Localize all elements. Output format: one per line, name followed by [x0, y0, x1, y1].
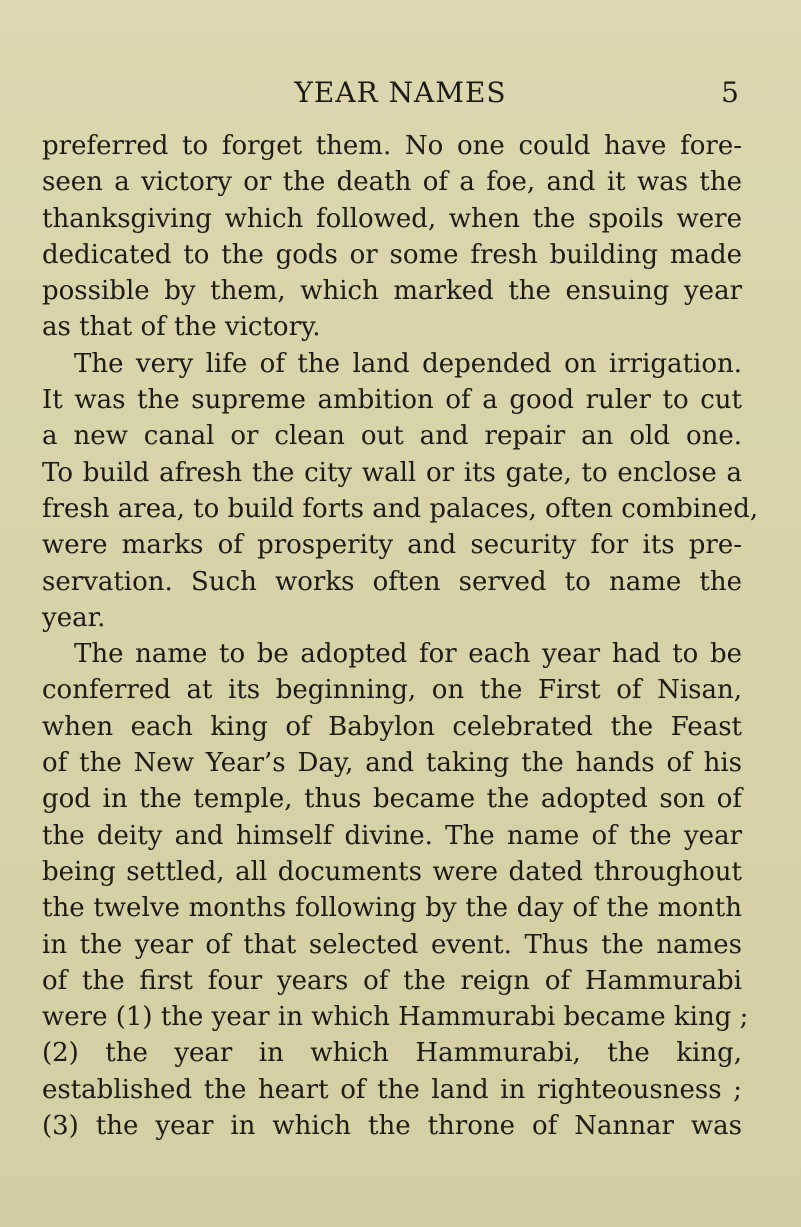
text-line: possible by them, which marked the ensuing year: [42, 276, 742, 307]
text-line: (3) the year in which the throne of Nannar was: [42, 1111, 742, 1142]
text-line: (2) the year in which Hammurabi, the king,: [42, 1038, 742, 1069]
text-line: being settled, all documents were dated throughout: [42, 856, 742, 887]
text-line: of the first four years of the reign of Hammurabi: [42, 965, 742, 996]
text-line: the twelve months following by the day of the month: [42, 893, 742, 924]
text-line: the deity and himself divine. The name of the year: [42, 820, 742, 851]
text-line: in the year of that selected event. Thus the names: [42, 929, 742, 960]
text-line: were (1) the year in which Hammurabi became king ;: [42, 1002, 749, 1033]
text-line: fresh area, to build forts and palaces, often combined,: [42, 493, 759, 524]
text-line: of the New Year’s Day, and taking the hands of his: [42, 748, 742, 779]
text-line: The name to be adopted for each year had to be: [74, 639, 742, 670]
running-head: YEAR NAMES: [294, 76, 507, 109]
text-line: conferred at its beginning, on the First of Nisan,: [42, 675, 742, 706]
page-header: [0, 76, 801, 116]
text-line: as that of the victory.: [42, 312, 321, 343]
text-line: established the heart of the land in righteousness ;: [42, 1074, 742, 1105]
text-line: seen a victory or the death of a foe, and it was the: [42, 167, 742, 198]
text-line: servation. Such works often served to name the: [42, 566, 742, 597]
text-line: To build afresh the city wall or its gate, to enclose a: [42, 457, 742, 488]
body-text: [42, 128, 759, 1144]
text-line: dedicated to the gods or some fresh building made: [42, 239, 742, 270]
text-line: preferred to forget them. No one could have fore-: [42, 131, 742, 161]
page-number: 5: [721, 76, 739, 109]
text-line: when each king of Babylon celebrated the Feast: [42, 711, 742, 742]
text-line: The very life of the land depended on irrigation.: [74, 348, 742, 379]
text-line: It was the supreme ambition of a good ruler to cut: [42, 385, 742, 416]
text-line: god in the temple, thus became the adopted son of: [42, 784, 742, 815]
text-line: year.: [42, 602, 106, 633]
text-line: thanksgiving which followed, when the spoils were: [42, 203, 742, 234]
text-line: a new canal or clean out and repair an old one.: [42, 421, 742, 452]
text-line: were marks of prosperity and security for its pre-: [42, 530, 742, 561]
